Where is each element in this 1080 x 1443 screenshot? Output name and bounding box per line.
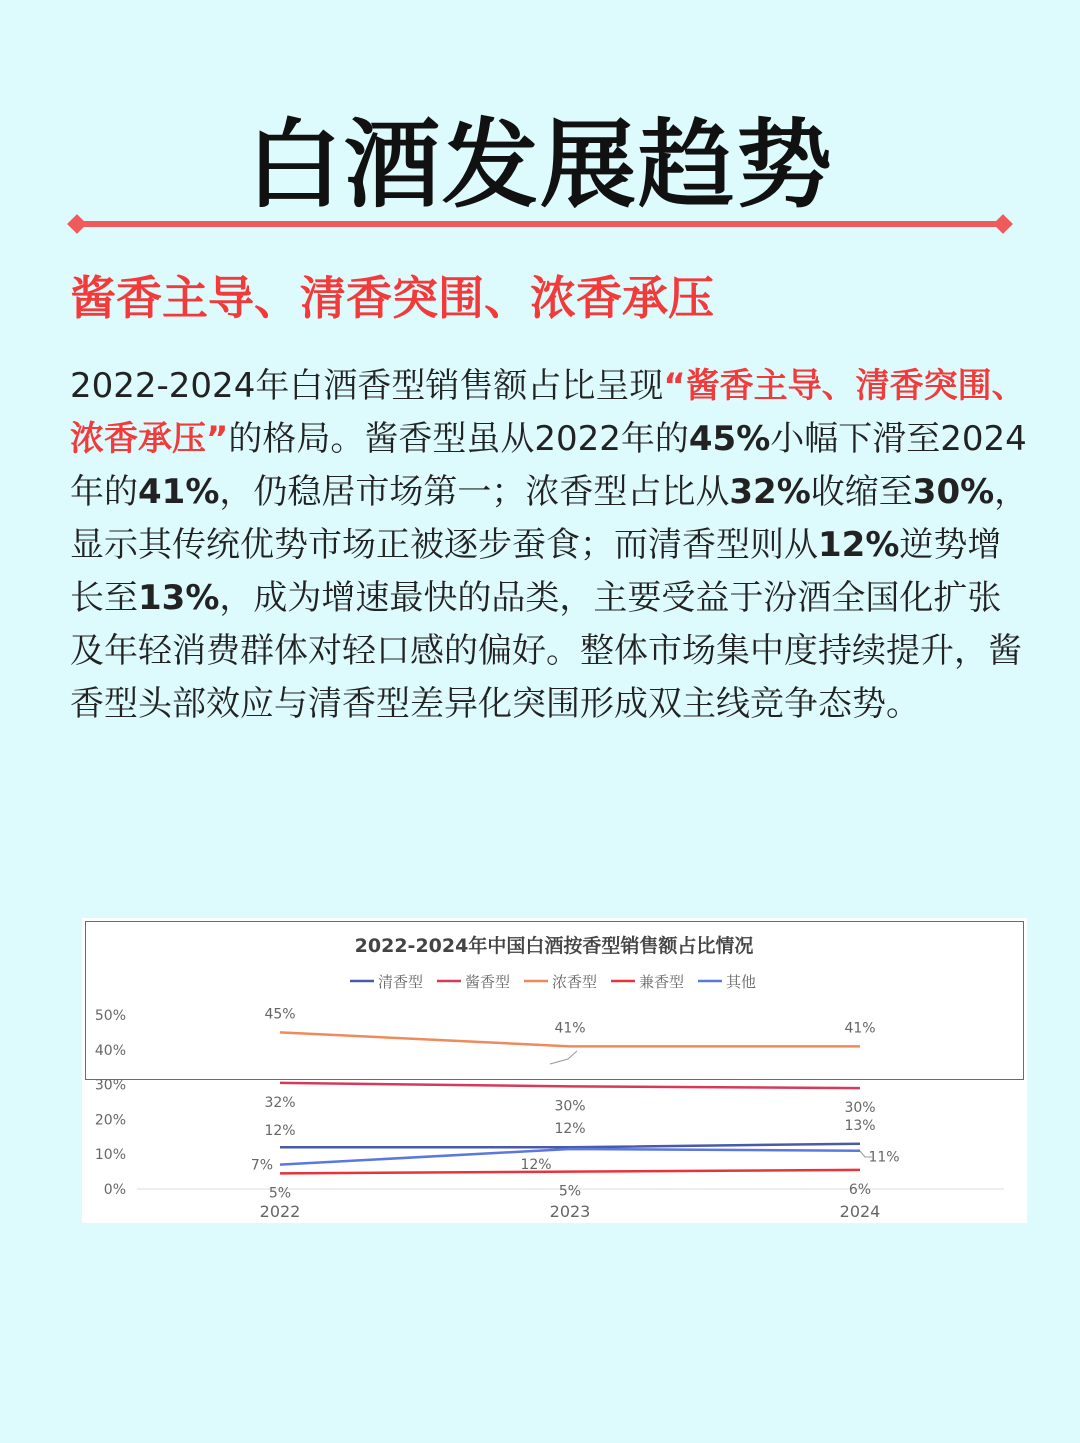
y-tick-label: 50% xyxy=(94,1008,126,1024)
line-chart xyxy=(82,918,1027,1223)
x-axis xyxy=(260,1202,881,1221)
y-tick-label: 30% xyxy=(94,1077,126,1094)
series-line-1 xyxy=(280,1083,860,1088)
data-label: 41% xyxy=(844,1020,876,1037)
chart-title: 2022-2024年中国白酒按香型销售额占比情况 xyxy=(354,935,754,957)
data-label: 6% xyxy=(848,1181,872,1198)
x-tick-label: 2023 xyxy=(549,1202,591,1221)
y-tick-label: 40% xyxy=(94,1042,126,1059)
data-label: 30% xyxy=(844,1100,876,1117)
y-tick-label: 20% xyxy=(94,1112,126,1129)
data-label: 12% xyxy=(520,1156,552,1173)
x-tick-label: 2024 xyxy=(839,1202,881,1221)
data-label: 41% xyxy=(554,1020,586,1037)
data-label: 12% xyxy=(554,1121,586,1138)
section-subtitle: 酱香主导、清香突围、浓香承压 xyxy=(70,271,714,325)
data-label: 11% xyxy=(868,1149,900,1166)
legend-label-1: 酱香型 xyxy=(465,973,511,991)
legend-label-0: 清香型 xyxy=(378,973,424,991)
legend-label-3: 兼香型 xyxy=(639,973,685,991)
y-tick-label: 10% xyxy=(94,1147,126,1164)
data-label: 45% xyxy=(264,1006,296,1023)
x-tick-label: 2022 xyxy=(259,1202,301,1221)
legend-label-4: 其他 xyxy=(726,973,757,991)
page-title: 白酒发展趋势 xyxy=(246,109,834,221)
data-label: 7% xyxy=(250,1157,274,1174)
data-label: 13% xyxy=(844,1117,876,1134)
y-tick-label: 0% xyxy=(103,1182,126,1198)
data-label: 12% xyxy=(264,1123,296,1140)
series-line-0 xyxy=(280,1144,860,1147)
series-line-4 xyxy=(280,1149,860,1165)
highlight-phrase: 酱香主导、清香突围、浓香承压 xyxy=(70,366,1026,459)
data-label: 5% xyxy=(558,1183,582,1200)
legend-label-2: 浓香型 xyxy=(552,973,598,991)
data-label: 32% xyxy=(264,1094,296,1111)
summary-paragraph: 2022-2024年白酒香型销售额占比呈现“酱香主导、清香突围、浓香承压”的格局。酱香型虽从2022年的45%小幅下滑至2024年的41%，仍稳居市场第一；浓香型占比从32%收缩至30%，显示其传统优势市场正被逐步蚕食；而清香型则从12%逆势增长至13%，成为增速最快的品类，主要受益于汾酒全国化扩张及年轻消费群体对轻口感的偏好。整体市场集中度持续提升，酱香型头部效应与清香型差异化突围形成双主线竞争态势。 xyxy=(70,366,1029,724)
data-label: 30% xyxy=(554,1098,586,1115)
title-divider xyxy=(66,213,1014,235)
series-line-3 xyxy=(280,1170,860,1173)
chart-legend xyxy=(350,973,756,991)
leader-line xyxy=(550,1051,577,1064)
data-label: 5% xyxy=(268,1185,292,1202)
